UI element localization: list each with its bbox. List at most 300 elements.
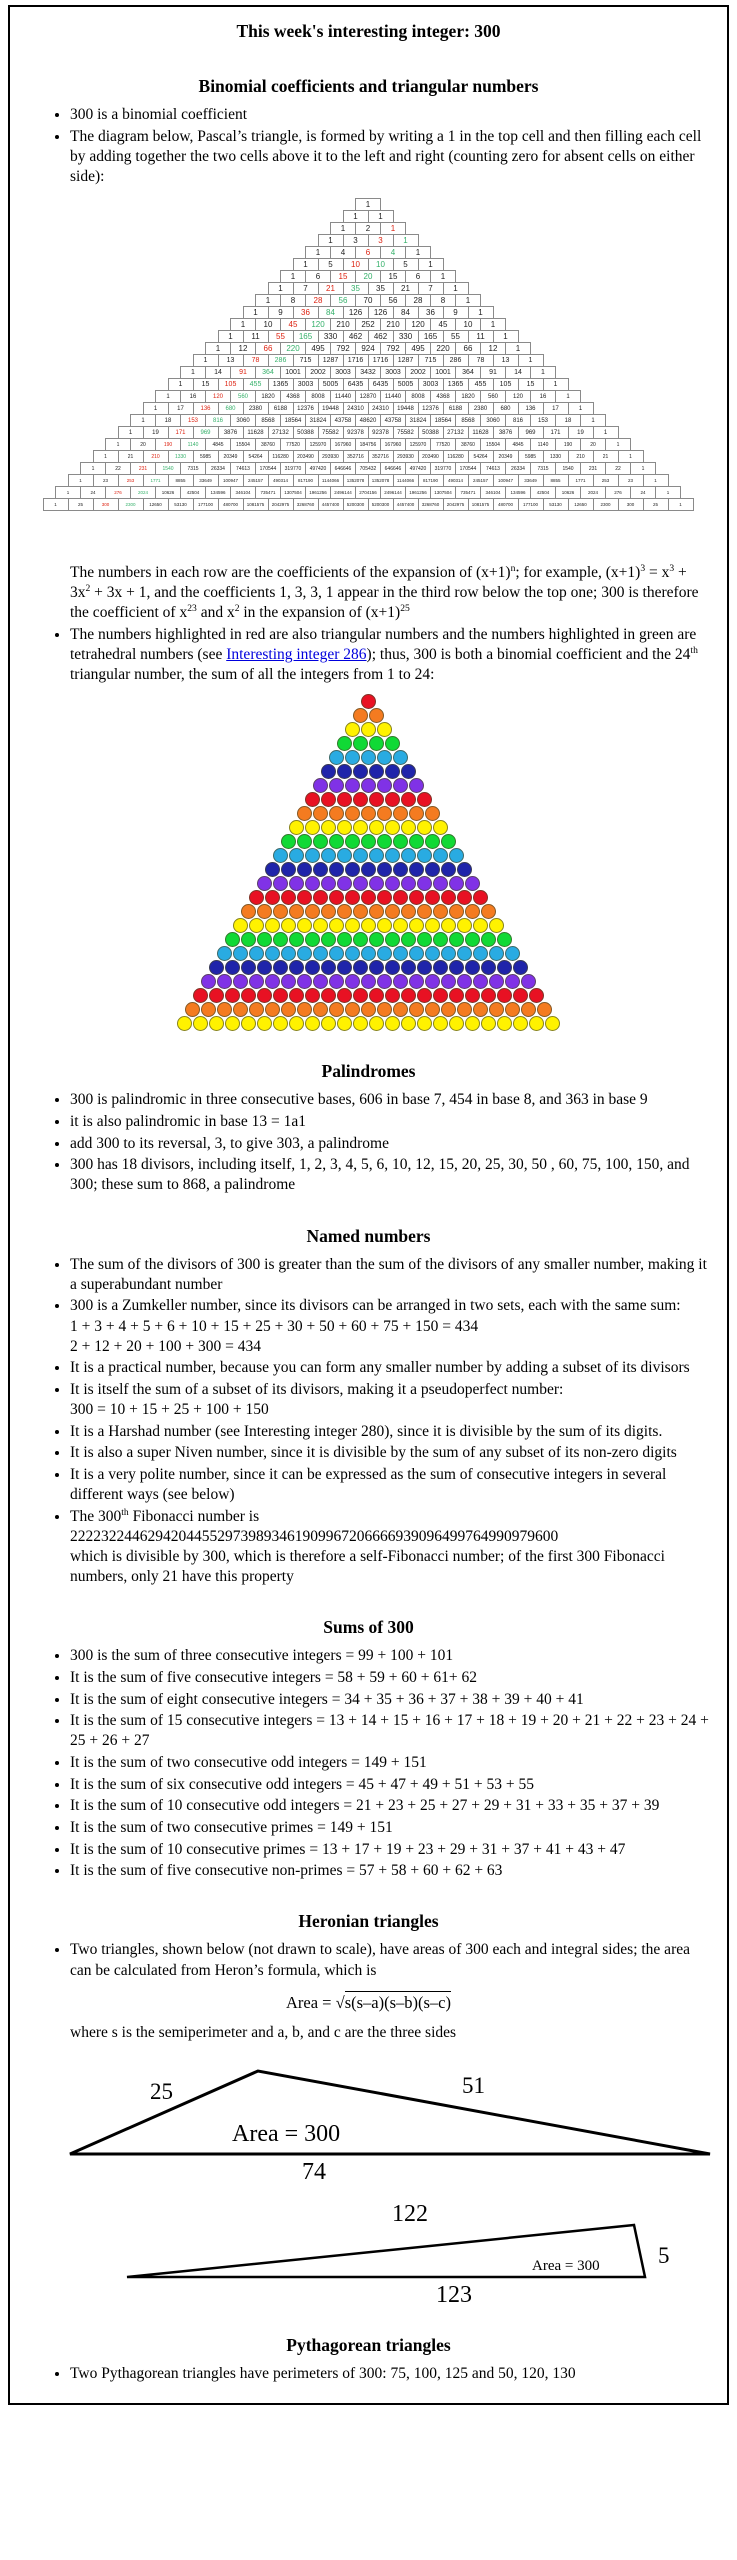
pascal-cell: 6188: [268, 402, 294, 415]
pascal-cell: 5: [393, 258, 419, 271]
dot: [457, 1002, 472, 1017]
dot: [489, 946, 504, 961]
pascal-cell: 2704156: [355, 486, 381, 499]
bullet-item: • It is the sum of eight consecutive integers = 34 + 35 + 36 + 37 + 38 + 39 + 40 + 41: [70, 1690, 713, 1710]
pascal-cell: 21: [118, 450, 144, 463]
pascal-cell: 165: [418, 330, 444, 343]
pascal-cell: 1: [568, 402, 594, 415]
pascal-cell: 5200300: [343, 498, 369, 511]
pascal-cell: 1716: [343, 354, 369, 367]
dot: [449, 988, 464, 1003]
pascal-cell: 20349: [218, 450, 244, 463]
pascal-cell: 5985: [518, 450, 544, 463]
pascal-cell: 455: [243, 378, 269, 391]
bullet-item: • 300 has 18 divisors, including itself, 1, 2, 3, 4, 5, 6, 10, 12, 15, 20, 25, 30, 50 , 60, 75, 100, 150, and 300; these sum to 868, a palindrome: [70, 1155, 713, 1195]
pascal-cell: 42504: [530, 486, 556, 499]
section-heading-named-numbers: Named numbers: [306, 1225, 431, 1246]
pascal-cell: 1: [305, 246, 331, 259]
dot: [361, 1002, 376, 1017]
pascal-cell: 42504: [180, 486, 206, 499]
pascal-cell: 8008: [305, 390, 331, 403]
dot: [505, 946, 520, 961]
pascal-cell: 1: [505, 342, 531, 355]
dot: [449, 848, 464, 863]
pascal-cell: 27132: [443, 426, 469, 439]
dot: [497, 988, 512, 1003]
bullet-item: • The diagram below, Pascal’s triangle, is formed by writing a 1 in the top cell and then filling each cell by adding together the two cells above it to the left and right (counting zero for absent cells on either side):: [70, 127, 713, 187]
pascal-cell: 19: [568, 426, 594, 439]
dot: [369, 932, 384, 947]
pascal-cell: 12: [230, 342, 256, 355]
pascal-cell: 1365: [268, 378, 294, 391]
dot: [417, 904, 432, 919]
bullet-item: • It is also a super Niven number, since it is divisible by the sum of any subset of its non-zero digits: [70, 1443, 713, 1463]
triangle-1-area-label: Area = 300: [232, 2120, 341, 2147]
dot: [489, 1002, 504, 1017]
bullet-item: • It is the sum of six consecutive odd integers = 45 + 47 + 49 + 51 + 53 + 55: [70, 1775, 713, 1795]
dot: [401, 848, 416, 863]
pascal-cell: 167960: [330, 438, 356, 451]
pascal-cell: 126: [368, 306, 394, 319]
dot: [441, 890, 456, 905]
pascal-cell: 5985: [193, 450, 219, 463]
pascal-cell: 19448: [318, 402, 344, 415]
dot: [313, 918, 328, 933]
link-interesting-integer-286[interactable]: Interesting integer 286: [226, 646, 367, 664]
pascal-cell: 1352078: [343, 474, 369, 487]
pascal-cell: 3060: [480, 414, 506, 427]
pascal-cell: 490314: [268, 474, 294, 487]
pascal-cell: 8: [430, 294, 456, 307]
pascal-cell: 969: [518, 426, 544, 439]
triangle-1-side-left-label: 25: [150, 2078, 173, 2104]
dot: [393, 974, 408, 989]
dot-row: [24, 932, 713, 947]
dot: [297, 834, 312, 849]
dot: [505, 1002, 520, 1017]
pascal-cell: 792: [330, 342, 356, 355]
dot-row: [24, 750, 713, 765]
dot: [265, 862, 280, 877]
section-heading-heronian: Heronian triangles: [298, 1911, 439, 1932]
pascal-cell: 165: [293, 330, 319, 343]
pascal-cell: 3876: [218, 426, 244, 439]
dot: [401, 820, 416, 835]
triangular-number-dot-diagram: [24, 694, 713, 1031]
dot: [281, 890, 296, 905]
dot: [233, 918, 248, 933]
pascal-cell: 20: [130, 438, 156, 451]
pascal-cell: 1: [580, 414, 606, 427]
pascal-cell: 33649: [193, 474, 219, 487]
pascal-cell: 21: [393, 282, 419, 295]
dot: [353, 792, 368, 807]
pascal-cell: 12: [480, 342, 506, 355]
bullet-item: • It is the sum of two consecutive primes = 149 + 151: [70, 1818, 713, 1838]
pascal-cell: 190: [155, 438, 181, 451]
dot: [425, 806, 440, 821]
pascal-cell: 66: [255, 342, 281, 355]
pascal-cell: 1144066: [393, 474, 419, 487]
dot: [289, 1016, 304, 1031]
pascal-cell: 48620: [355, 414, 381, 427]
dot: [329, 890, 344, 905]
pascal-cell: 126: [343, 306, 369, 319]
pascal-cell: 10: [455, 318, 481, 331]
dot-row: [24, 974, 713, 989]
pascal-cell: 11: [468, 330, 494, 343]
pascal-cell: 134596: [505, 486, 531, 499]
pascal-cell: 3003: [293, 378, 319, 391]
dot: [529, 1016, 544, 1031]
dot: [177, 1016, 192, 1031]
dot: [225, 988, 240, 1003]
dot: [377, 778, 392, 793]
pythagorean-list: [24, 2364, 713, 2384]
pascal-cell: 680: [493, 402, 519, 415]
pascal-cell: 1365: [443, 378, 469, 391]
bullet-item: • 300 is the sum of three consecutive integers = 99 + 100 + 101: [70, 1646, 713, 1666]
pascal-cell: 75582: [393, 426, 419, 439]
dot: [441, 974, 456, 989]
dot: [273, 848, 288, 863]
dot: [313, 862, 328, 877]
pascal-cell: 31824: [305, 414, 331, 427]
dot: [257, 876, 272, 891]
pascal-cell: 231: [130, 462, 156, 475]
pascal-cell: 1: [493, 330, 519, 343]
pascal-cell: 84: [318, 306, 344, 319]
dot: [385, 904, 400, 919]
pascal-cell: 1: [543, 378, 569, 391]
pascal-cell: 276: [105, 486, 131, 499]
dot: [449, 1016, 464, 1031]
dot: [433, 1016, 448, 1031]
pascal-cell: 105: [493, 378, 519, 391]
dot: [425, 834, 440, 849]
pascal-cell: 23: [93, 474, 119, 487]
dot: [441, 1002, 456, 1017]
dot: [241, 960, 256, 975]
pascal-cell: 10: [343, 258, 369, 271]
pascal-cell: 220: [430, 342, 456, 355]
dot: [401, 1016, 416, 1031]
pascal-cell: 1: [80, 462, 106, 475]
dot: [257, 1016, 272, 1031]
dot: [337, 736, 352, 751]
pascal-cell: 252: [355, 318, 381, 331]
dot: [377, 918, 392, 933]
dot-row: [24, 736, 713, 751]
dot: [401, 960, 416, 975]
dot: [409, 918, 424, 933]
pascal-cell: 153: [180, 414, 206, 427]
dot: [345, 890, 360, 905]
dot: [345, 974, 360, 989]
pascal-cell: 560: [230, 390, 256, 403]
pascal-cell: 75582: [318, 426, 344, 439]
pascal-cell: 184756: [355, 438, 381, 451]
pascal-cell: 300: [618, 498, 644, 511]
dot: [281, 862, 296, 877]
pascal-cell: 10: [255, 318, 281, 331]
pascal-cell: 1144066: [318, 474, 344, 487]
section-heading-binomial: Binomial coefficients and triangular numbers: [198, 76, 539, 96]
dot: [433, 988, 448, 1003]
pascal-cell: 38760: [255, 438, 281, 451]
pascal-cell: 8008: [405, 390, 431, 403]
pascal-cell: 15: [193, 378, 219, 391]
dot: [393, 946, 408, 961]
pascal-cell: 495: [405, 342, 431, 355]
dot: [289, 932, 304, 947]
dot: [385, 1016, 400, 1031]
dot: [369, 960, 384, 975]
dot: [361, 918, 376, 933]
pascal-cell: 1: [180, 366, 206, 379]
pascal-cell: 125970: [405, 438, 431, 451]
pascal-cell: 31824: [405, 414, 431, 427]
pascal-cell: 735471: [255, 486, 281, 499]
dot: [329, 806, 344, 821]
pascal-cell: 1: [168, 378, 194, 391]
dot: [393, 834, 408, 849]
dot: [353, 1016, 368, 1031]
dot: [297, 974, 312, 989]
dot-row: [24, 708, 713, 723]
pascal-cell: 2042975: [443, 498, 469, 511]
dot: [385, 848, 400, 863]
dot: [297, 918, 312, 933]
dot: [233, 974, 248, 989]
pascal-cell: 35: [343, 282, 369, 295]
pascal-cell: 36: [293, 306, 319, 319]
pascal-cell: 816: [505, 414, 531, 427]
dot: [481, 904, 496, 919]
pascal-cell: 15: [518, 378, 544, 391]
dot: [369, 1016, 384, 1031]
pascal-cell: 1: [405, 246, 431, 259]
pascal-cell: 15504: [230, 438, 256, 451]
pascal-cell: 18564: [430, 414, 456, 427]
pascal-cell: 24310: [343, 402, 369, 415]
dot: [369, 988, 384, 1003]
pascal-cell: 1: [193, 354, 219, 367]
dot: [441, 834, 456, 849]
dot: [481, 988, 496, 1003]
dot: [473, 1002, 488, 1017]
pascal-cell: 100947: [493, 474, 519, 487]
pascal-cell: 1: [605, 438, 631, 451]
dot: [457, 862, 472, 877]
dot: [337, 876, 352, 891]
dot: [409, 890, 424, 905]
dot: [249, 946, 264, 961]
bullet-item: • 300 is a Zumkeller number, since its divisors can be arranged in two sets, each with the same sum: 1 + 3 + 4 + 5 + 6 + 10 + 15 + 25 + 30 + 50 + 60 + 75 + 150 = 434 2 + 12 + 20 + 100 + 300 = 434: [70, 1296, 713, 1356]
pascal-cell: 77520: [280, 438, 306, 451]
dot: [257, 988, 272, 1003]
dot: [401, 988, 416, 1003]
bullet-item: • It is the sum of five consecutive non-primes = 57 + 58 + 60 + 62 + 63: [70, 1861, 713, 1881]
pascal-cell: 924: [355, 342, 381, 355]
dot: [401, 876, 416, 891]
dot: [353, 876, 368, 891]
dot: [361, 806, 376, 821]
pascal-cell: 8855: [543, 474, 569, 487]
pascal-cell: 92378: [368, 426, 394, 439]
dot: [289, 876, 304, 891]
pascal-cell: 276: [605, 486, 631, 499]
dot: [457, 946, 472, 961]
dot: [449, 876, 464, 891]
heron-formula: [24, 1993, 713, 2013]
pascal-cell: 560: [480, 390, 506, 403]
pascal-cell: 1716: [368, 354, 394, 367]
pascal-cell: 125970: [305, 438, 331, 451]
dot: [529, 988, 544, 1003]
dot-row: [24, 904, 713, 919]
dot: [513, 960, 528, 975]
dot: [401, 904, 416, 919]
pascal-cell: 24310: [368, 402, 394, 415]
dot: [441, 862, 456, 877]
pascal-cell: 6: [355, 246, 381, 259]
dot: [433, 876, 448, 891]
dot: [409, 1002, 424, 1017]
dot: [353, 820, 368, 835]
dot: [345, 918, 360, 933]
pascal-cell: 490314: [443, 474, 469, 487]
dot: [433, 848, 448, 863]
pascal-cell: 1961256: [405, 486, 431, 499]
pascal-cell: 203490: [293, 450, 319, 463]
dot: [305, 1016, 320, 1031]
pascal-cell: 646646: [380, 462, 406, 475]
bullet-item: • It is the sum of five consecutive integers = 58 + 59 + 60 + 61+ 62: [70, 1668, 713, 1688]
triangle-2-side-top-label: 122: [392, 2200, 428, 2227]
pascal-cell: 1081575: [243, 498, 269, 511]
pascal-cell: 1820: [255, 390, 281, 403]
dot: [369, 848, 384, 863]
dot: [409, 806, 424, 821]
pascal-cell: 36: [418, 306, 444, 319]
dot: [465, 876, 480, 891]
dot: [313, 778, 328, 793]
dot: [281, 974, 296, 989]
pascal-cell: 1: [455, 294, 481, 307]
pascal-cell: 1: [218, 330, 244, 343]
dot: [401, 764, 416, 779]
pascal-cell: 167960: [380, 438, 406, 451]
pascal-cell: 56: [380, 294, 406, 307]
pascal-cell: 18: [155, 414, 181, 427]
dot: [417, 1016, 432, 1031]
pascal-cell: 18: [555, 414, 581, 427]
pascal-cell: 1330: [543, 450, 569, 463]
pascal-cell: 352716: [368, 450, 394, 463]
pascal-cell: 20349: [493, 450, 519, 463]
pascal-cell: 78: [468, 354, 494, 367]
dot: [481, 932, 496, 947]
bullet-item: • The 300th Fibonacci number is 222232244629420445529739893461909967206666939096499764990979600 which is divisible by 300, which is therefore a self-Fibonacci number; of the first 300 Fibonacci numbers, only 21 have this property: [70, 1507, 713, 1588]
pascal-cell: 2: [355, 222, 381, 235]
pascal-cell: 91: [480, 366, 506, 379]
dot: [345, 778, 360, 793]
dot: [465, 1016, 480, 1031]
dot: [417, 820, 432, 835]
dot: [321, 792, 336, 807]
dot: [409, 946, 424, 961]
pascal-cell: 33649: [518, 474, 544, 487]
dot: [353, 848, 368, 863]
dot: [353, 960, 368, 975]
dot: [409, 974, 424, 989]
pascal-cell: 330: [318, 330, 344, 343]
pascal-cell: 13: [218, 354, 244, 367]
dot: [273, 960, 288, 975]
pascal-cell: 4: [380, 246, 406, 259]
dot: [417, 876, 432, 891]
dot: [257, 960, 272, 975]
dot: [521, 974, 536, 989]
dot: [433, 960, 448, 975]
pascal-cell: 18564: [280, 414, 306, 427]
dot: [449, 960, 464, 975]
pascal-cell: 5005: [393, 378, 419, 391]
pascal-cell: 1: [205, 342, 231, 355]
pascal-cell: 1307504: [280, 486, 306, 499]
dot: [345, 946, 360, 961]
dot: [353, 932, 368, 947]
dot: [297, 1002, 312, 1017]
pascal-cell: 2496144: [380, 486, 406, 499]
dot: [217, 974, 232, 989]
pascal-cell: 84: [393, 306, 419, 319]
dot: [433, 904, 448, 919]
pascal-cell: 6: [305, 270, 331, 283]
pascal-cell: 1961256: [305, 486, 331, 499]
dot-row: [24, 1016, 713, 1031]
pascal-cell: 22: [605, 462, 631, 475]
pascal-cell: 1771: [143, 474, 169, 487]
dot: [401, 932, 416, 947]
pascal-cell: 14: [505, 366, 531, 379]
dot: [385, 792, 400, 807]
pascal-cell: 715: [418, 354, 444, 367]
pascal-cell: 293930: [393, 450, 419, 463]
pascal-cell: 1: [480, 318, 506, 331]
pascal-cell: 5005: [318, 378, 344, 391]
dot: [361, 862, 376, 877]
dot: [385, 988, 400, 1003]
dot: [321, 932, 336, 947]
dot: [225, 960, 240, 975]
dot: [417, 792, 432, 807]
dot: [449, 904, 464, 919]
section-heading-palindromes: Palindromes: [321, 1061, 416, 1082]
dot: [233, 1002, 248, 1017]
dot: [241, 988, 256, 1003]
dot: [305, 932, 320, 947]
pascal-cell: 1540: [555, 462, 581, 475]
dot: [361, 946, 376, 961]
pascal-cell: 136: [518, 402, 544, 415]
pascal-cell: 3060: [230, 414, 256, 427]
dot: [377, 974, 392, 989]
dot: [337, 932, 352, 947]
dot: [313, 834, 328, 849]
dot: [265, 890, 280, 905]
